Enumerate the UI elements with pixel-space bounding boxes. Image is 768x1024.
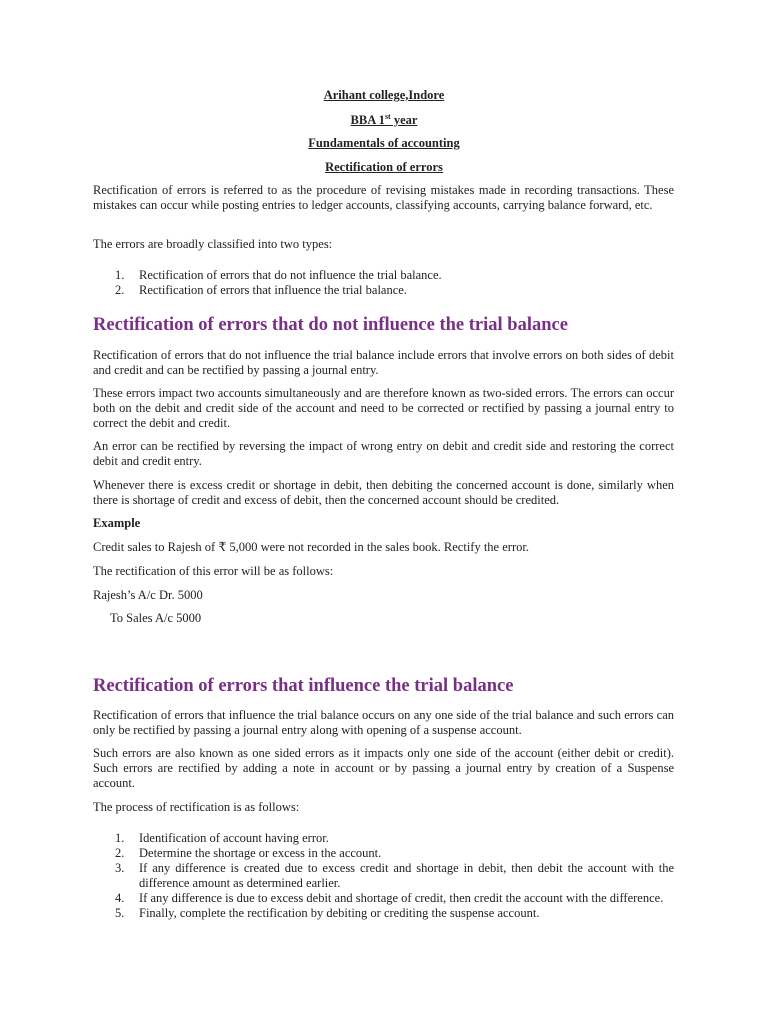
list-item <box>93 906 674 921</box>
list-text: If any difference is due to excess debit and shortage of credit, then credit the account with the difference. <box>139 891 664 905</box>
list-item <box>93 846 674 861</box>
rectification-steps-list <box>93 831 674 921</box>
intro-types-lead: The errors are broadly classified into two types: <box>93 237 333 251</box>
list-number: 4. <box>115 891 125 905</box>
list-text: Rectification of errors that do not influence the trial balance. <box>139 268 442 282</box>
rectification-intro: The rectification of this error will be as follows: <box>93 564 334 578</box>
course-year-suffix: year <box>390 113 418 128</box>
course-year-prefix: BBA 1 <box>350 113 385 128</box>
list-item <box>93 268 674 283</box>
list-number: 2. <box>115 283 125 297</box>
list-text: Rectification of errors that influence the trial balance. <box>139 283 407 297</box>
list-item <box>93 283 674 298</box>
list-number: 5. <box>115 906 125 920</box>
course-year <box>0 112 768 128</box>
example-text: Credit sales to Rajesh of ₹ 5,000 were not recorded in the sales book. Rectify the error. <box>93 540 529 554</box>
section1-paragraph-3: An error can be rectified by reversing the impact of wrong entry on debit and credit side and restoring the correct debit and credit entry. <box>93 439 674 468</box>
list-item <box>93 831 674 846</box>
subject-title: Fundamentals of accounting <box>308 136 460 150</box>
error-types-list <box>93 268 674 298</box>
list-number: 2. <box>115 846 125 860</box>
section1-heading: Rectification of errors that do not influence the trial balance <box>93 315 568 335</box>
journal-entry-credit: To Sales A/c 5000 <box>110 611 202 625</box>
list-number: 1. <box>115 268 125 282</box>
list-text: Identification of account having error. <box>139 831 329 845</box>
college-name: Arihant college,Indore <box>323 88 445 102</box>
section2-heading: Rectification of errors that influence the trial balance <box>93 676 514 696</box>
list-number: 1. <box>115 831 125 845</box>
list-text: Determine the shortage or excess in the account. <box>139 846 382 860</box>
topic-title: Rectification of errors <box>325 160 443 174</box>
section2-paragraph-2: Such errors are also known as one sided errors as it impacts only one side of the account (either debit or credit). Such errors are rectified by adding a note in account or by passing a journal entry by creation of a Suspense account. <box>93 746 674 790</box>
example-label: Example <box>93 516 141 530</box>
list-item <box>93 891 674 906</box>
section2-paragraph-3: The process of rectification is as follows: <box>93 800 300 814</box>
section1-paragraph-1: Rectification of errors that do not influence the trial balance include errors that involve errors on both sides of debit and credit and can be rectified by passing a journal entry. <box>93 348 674 377</box>
section1-paragraph-4: Whenever there is excess credit or shortage in debit, then debiting the concerned account is done, similarly when there is shortage of credit and excess of debit, then the concerned account should be credited. <box>93 478 674 507</box>
list-item <box>93 861 674 891</box>
intro-paragraph: Rectification of errors is referred to as the procedure of revising mistakes made in recording transactions. These mistakes can occur while posting entries to ledger accounts, classifying accounts, carrying balance forward, etc. <box>93 183 674 212</box>
list-text: If any difference is created due to excess credit and shortage in debit, then debit the account with the difference amount as determined earlier. <box>139 861 674 890</box>
section2-paragraph-1: Rectification of errors that influence the trial balance occurs on any one side of the trial balance and such errors can only be rectified by passing a journal entry along with opening of a suspense account. <box>93 708 674 737</box>
course-year-sup: st <box>384 112 391 121</box>
section1-paragraph-2: These errors impact two accounts simultaneously and are therefore known as two-sided errors. The errors can occur both on the debit and credit side of the account and need to be corrected or rectified by passing a journal entry to correct the debit and credit. <box>93 386 674 430</box>
list-text: Finally, complete the rectification by debiting or crediting the suspense account. <box>139 906 540 920</box>
list-number: 3. <box>115 861 125 875</box>
journal-entry-debit: Rajesh’s A/c Dr. 5000 <box>93 588 203 602</box>
